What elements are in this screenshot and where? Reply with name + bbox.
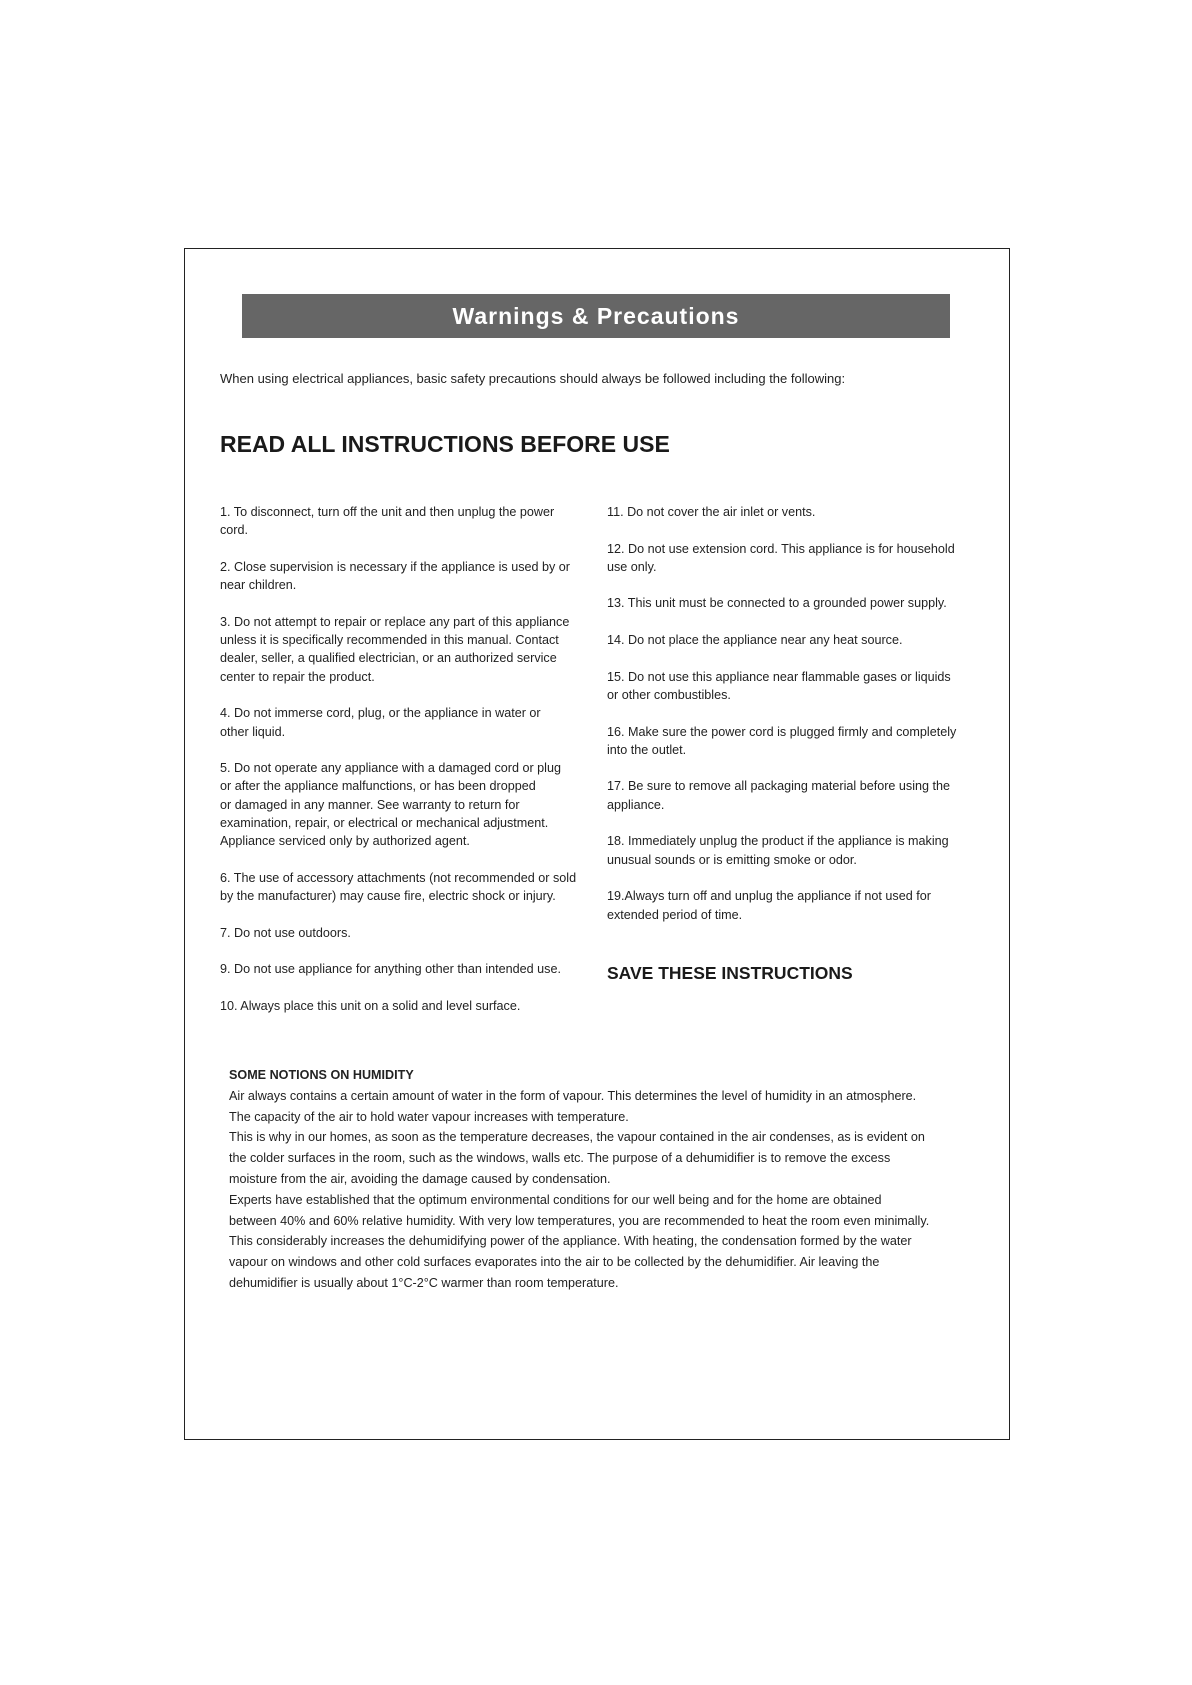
humidity-paragraph-line: dehumidifier is usually about 1°C-2°C warmer than room temperature. bbox=[229, 1275, 619, 1290]
warning-item: 18. Immediately unplug the product if the appliance is making unusual sounds or is emitting smoke or odor. bbox=[607, 834, 949, 867]
humidity-paragraph-line: Air always contains a certain amount of water in the form of vapour. This determines the level of humidity in an atmosphere. bbox=[229, 1088, 917, 1103]
humidity-paragraph-line: the colder surfaces in the room, such as the windows, walls etc. The purpose of a dehumidifier is to remove the excess bbox=[229, 1151, 891, 1166]
read-instructions-heading: READ ALL INSTRUCTIONS BEFORE USE bbox=[220, 431, 670, 457]
warning-item: 16. Make sure the power cord is plugged firmly and completely into the outlet. bbox=[607, 724, 957, 757]
warning-item: 11. Do not cover the air inlet or vents. bbox=[607, 505, 816, 519]
warning-item: 12. Do not use extension cord. This appliance is for household use only. bbox=[607, 541, 955, 574]
humidity-paragraph-line: This considerably increases the dehumidifying power of the appliance. With heating, the condensation formed by the water bbox=[229, 1234, 912, 1249]
warning-item: 6. The use of accessory attachments (not recommended or sold by the manufacturer) may cause fire, electric shock or injury. bbox=[220, 870, 577, 904]
humidity-section bbox=[229, 1065, 989, 1294]
humidity-paragraph-line: vapour on windows and other cold surfaces evaporates into the air to be collected by the dehumidifier. Air leaving the bbox=[229, 1255, 880, 1270]
warning-item: 7. Do not use outdoors. bbox=[220, 925, 351, 940]
page-title: Warnings & Precautions bbox=[452, 302, 740, 329]
warning-item: 19.Always turn off and unplug the appliance if not used for extended period of time. bbox=[607, 889, 931, 922]
humidity-paragraph-line: The capacity of the air to hold water vapour increases with temperature. bbox=[229, 1109, 629, 1124]
warning-item: 10. Always place this unit on a solid and level surface. bbox=[220, 999, 521, 1014]
warning-item: 3. Do not attempt to repair or replace any part of this appliance unless it is specifically recommended in this manual. Contact dealer, seller, a qualified electrician, or an authorized service center to repair the product. bbox=[220, 614, 570, 684]
warnings-right-column bbox=[607, 503, 979, 982]
warning-item: 1. To disconnect, turn off the unit and then unplug the power cord. bbox=[220, 505, 555, 538]
humidity-title: SOME NOTIONS ON HUMIDITY bbox=[229, 1068, 414, 1082]
page-title-banner bbox=[242, 294, 950, 338]
warning-item: 5. Do not operate any appliance with a damaged cord or plug or after the appliance malfunctions, or has been dropped or damaged in any manner. See warranty to return for examination, repair, or electrical or mechanical adjustment. Appliance serviced only by authorized agent. bbox=[220, 761, 561, 849]
warnings-left-column bbox=[220, 503, 592, 1034]
warning-item: 15. Do not use this appliance near flammable gases or liquids or other combustibles. bbox=[607, 669, 951, 702]
intro-text: When using electrical appliances, basic safety precautions should always be followed including the following: bbox=[220, 371, 846, 386]
warning-item: 4. Do not immerse cord, plug, or the appliance in water or other liquid. bbox=[220, 706, 541, 739]
warning-item: 13. This unit must be connected to a grounded power supply. bbox=[607, 596, 947, 611]
warning-item: 2. Close supervision is necessary if the appliance is used by or near children. bbox=[220, 559, 571, 593]
humidity-paragraph-line: moisture from the air, avoiding the damage caused by condensation. bbox=[229, 1171, 611, 1186]
save-instructions-heading: SAVE THESE INSTRUCTIONS bbox=[607, 962, 853, 983]
humidity-paragraph-line: This is why in our homes, as soon as the temperature decreases, the vapour contained in the air condenses, as is evident on bbox=[229, 1130, 925, 1145]
humidity-paragraph-line: Experts have established that the optimum environmental conditions for our well being and for the home are obtained bbox=[229, 1192, 882, 1207]
warning-item: 17. Be sure to remove all packaging material before using the appliance. bbox=[607, 779, 951, 812]
humidity-paragraph-line: between 40% and 60% relative humidity. With very low temperatures, you are recommended to heat the room even minimally. bbox=[229, 1213, 930, 1228]
warning-item: 14. Do not place the appliance near any heat source. bbox=[607, 633, 903, 648]
warning-item: 9. Do not use appliance for anything other than intended use. bbox=[220, 962, 561, 977]
